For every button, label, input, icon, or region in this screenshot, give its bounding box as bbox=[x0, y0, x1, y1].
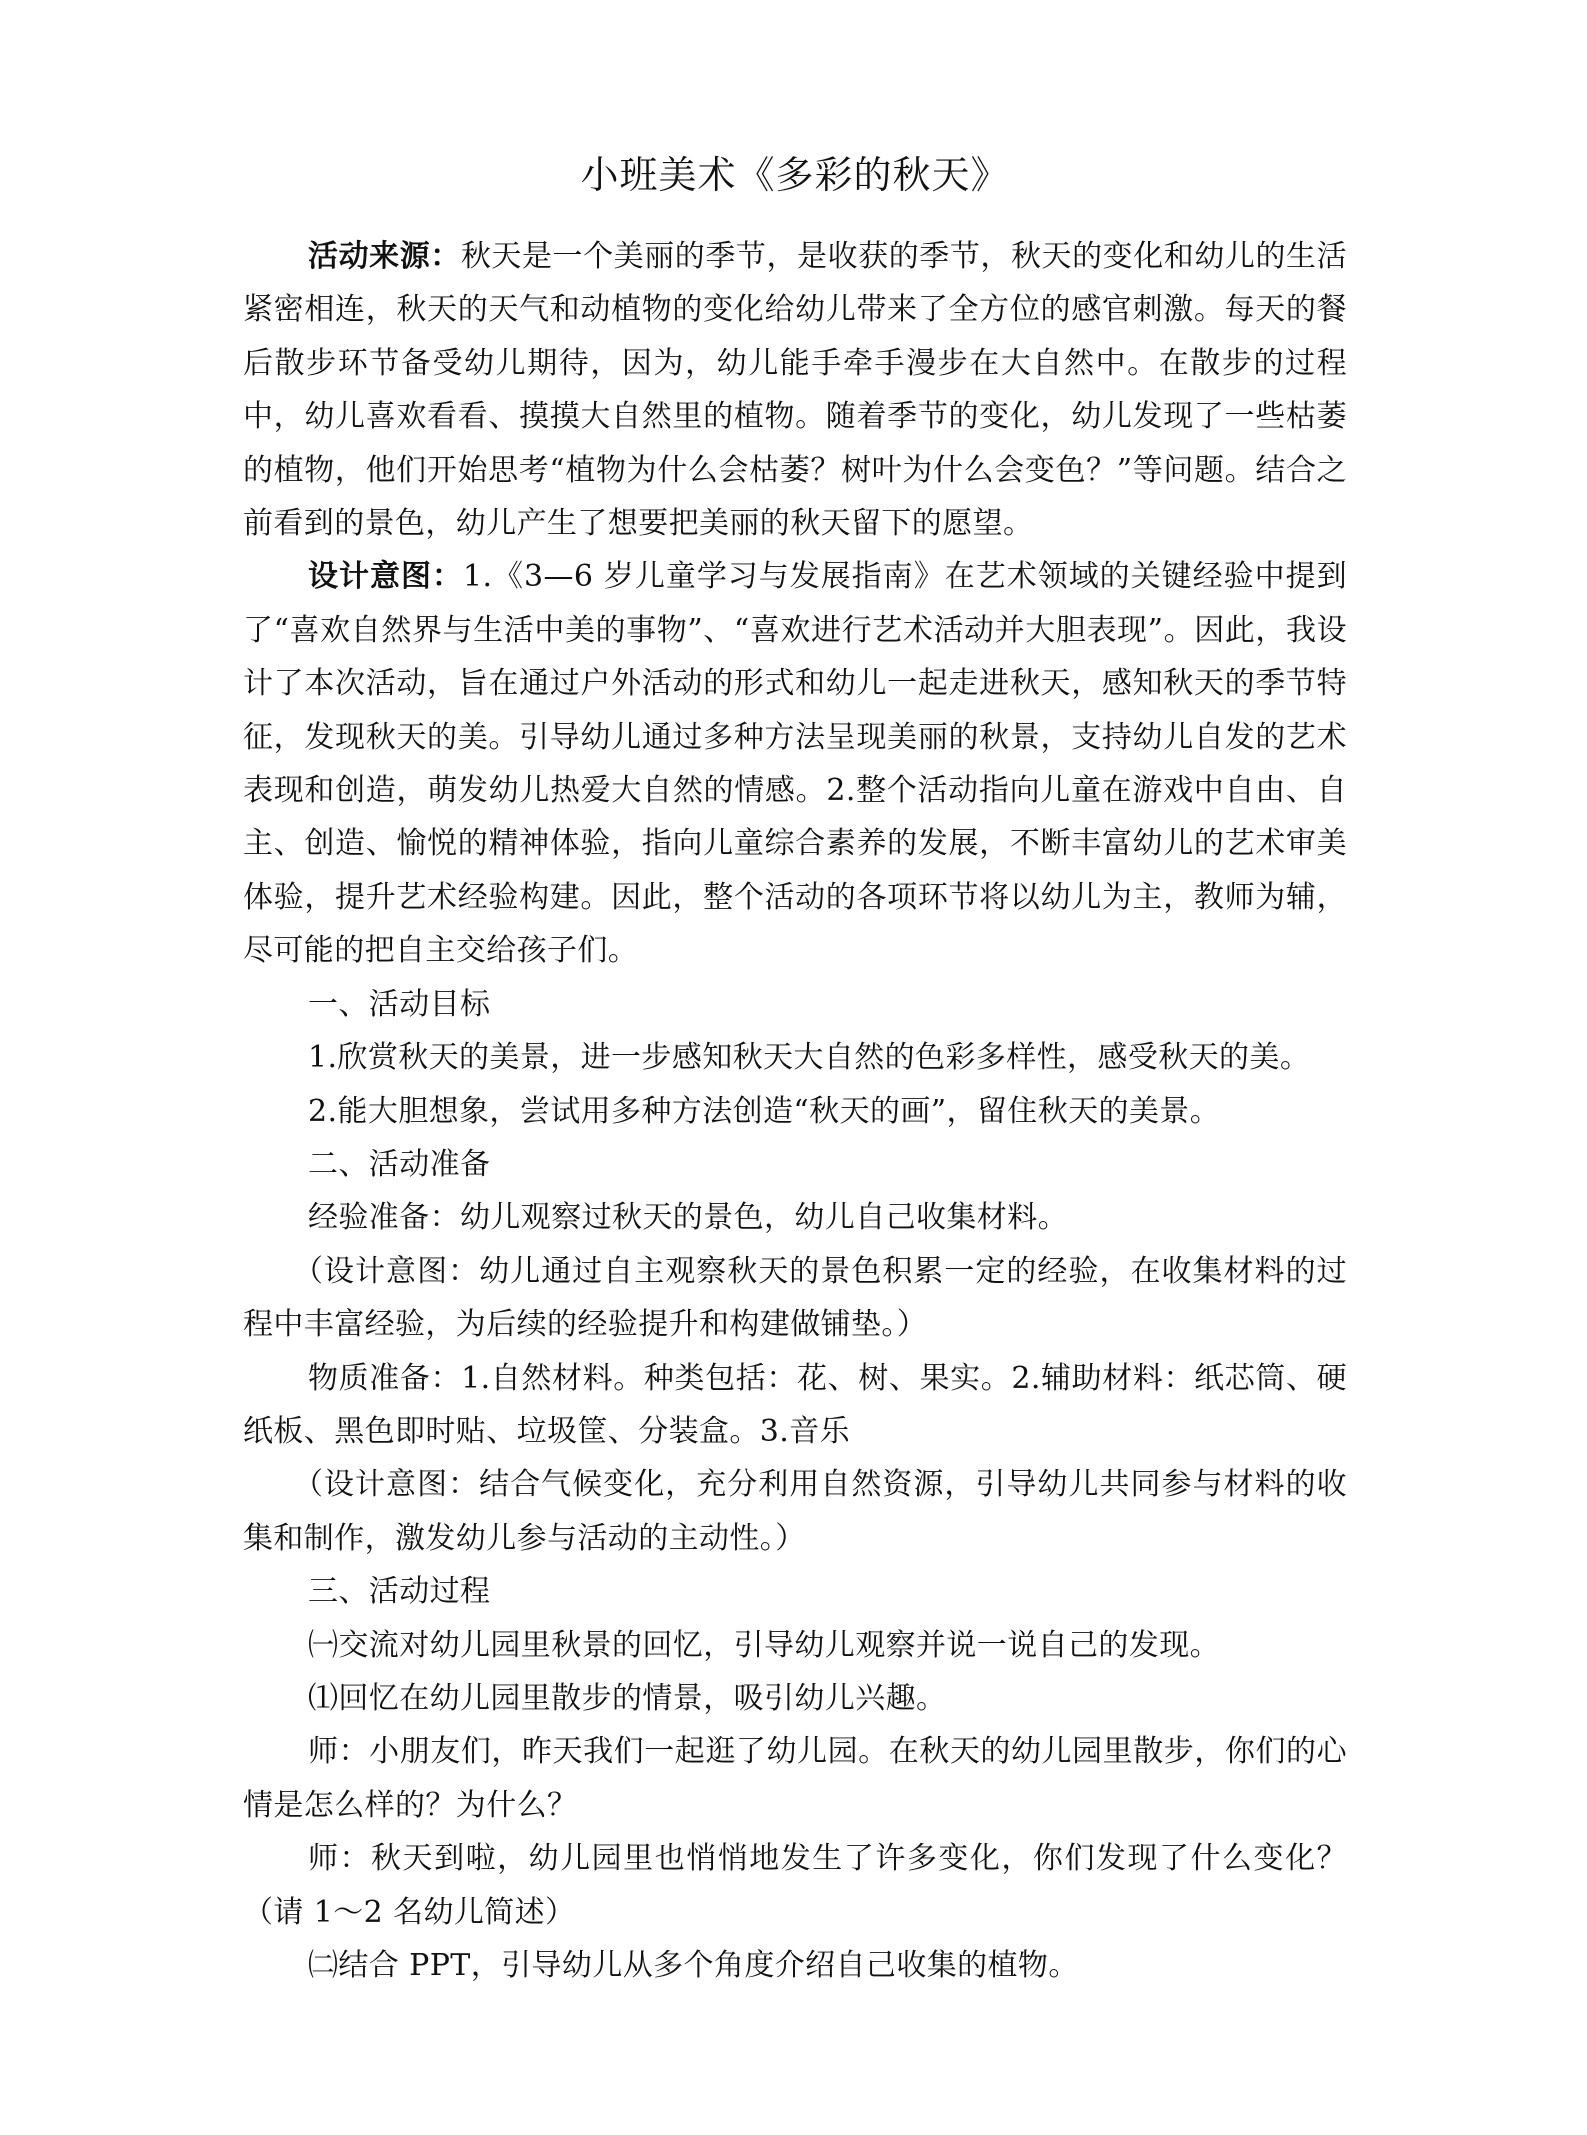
experience-design-note: （设计意图：幼儿通过自主观察秋天的景色积累一定的经验，在收集材料的过程中丰富经验，为后续的经验提升和构建做铺垫。） bbox=[243, 1253, 1347, 1343]
section-heading-preparation: 二、活动准备 bbox=[308, 1146, 491, 1182]
material-design-note: （设计意图：结合气候变化，充分利用自然资源，引导幼儿共同参与材料的收集和制作，激发幼儿参与活动的主动性。） bbox=[243, 1467, 1347, 1556]
design-intent-label: 设计意图： bbox=[308, 559, 463, 595]
document-page bbox=[243, 150, 1347, 1992]
activity-source-paragraph bbox=[243, 230, 1347, 550]
design-intent-paragraph bbox=[243, 550, 1347, 977]
activity-source-label: 活动来源： bbox=[308, 239, 461, 274]
teacher-question-2 bbox=[243, 1832, 1347, 1939]
section-heading-process: 三、活动过程 bbox=[308, 1574, 491, 1610]
process-step-1-sub: ⑴回忆在幼儿园里散步的情景，吸引幼儿兴趣。 bbox=[308, 1680, 947, 1716]
document-title: 小班美术《多彩的秋天》 bbox=[580, 153, 1010, 197]
goal-item: 1.欣赏秋天的美景，进一步感知秋天大自然的色彩多样性，感受秋天的美。 bbox=[308, 1040, 1311, 1076]
teacher-question-2-text: 师：秋天到啦，幼儿园里也悄悄地发生了许多变化，你们发现了什么变化？ bbox=[308, 1841, 1347, 1877]
section-heading-goals: 一、活动目标 bbox=[308, 986, 491, 1022]
experience-preparation: 经验准备：幼儿观察过秋天的景色，幼儿自己收集材料。 bbox=[308, 1200, 1068, 1236]
teacher-question-1: 师：小朋友们，昨天我们一起逛了幼儿园。在秋天的幼儿园里散步，你们的心情是怎么样的？为什么？ bbox=[243, 1734, 1347, 1823]
activity-source-text: 秋天是一个美丽的季节，是收获的季节，秋天的变化和幼儿的生活紧密相连，秋天的天气和动植物的变化给幼儿带来了全方位的感官刺激。每天的餐后散步环节备受幼儿期待，因为，幼儿能手牵手漫步在大自然中。在散步的过程中，幼儿喜欢看看、摸摸大自然里的植物。随着季节的变化，幼儿发现了一些枯萎的植物，他们开始思考“植物为什么会枯萎？树叶为什么会变色？”等问题。结合之前看到的景色，幼儿产生了想要把美丽的秋天留下的愿望。 bbox=[243, 239, 1348, 542]
design-intent-text: 1.《3—6 岁儿童学习与发展指南》在艺术领域的关键经验中提到了“喜欢自然界与生活中美的事物”、“喜欢进行艺术活动并大胆表现”。因此，我设计了本次活动，旨在通过户外活动的形式和幼儿一起走进秋天，感知秋天的季节特征，发现秋天的美。引导幼儿通过多种方法呈现美丽的秋景，支持幼儿自发的艺术表现和创造，萌发幼儿热爱大自然的情感。2.整个活动指向儿童在游戏中自由、自主、创造、愉悦的精神体验，指向儿童综合素养的发展，不断丰富幼儿的艺术审美体验，提升艺术经验构建。因此，整个活动的各项环节将以幼儿为主，教师为辅，尽可能的把自主交给孩子们。 bbox=[243, 559, 1348, 969]
process-step-1: ㈠交流对幼儿园里秋景的回忆，引导幼儿观察并说一说自己的发现。 bbox=[308, 1627, 1220, 1663]
goal-item: 2.能大胆想象，尝试用多种方法创造“秋天的画”，留住秋天的美景。 bbox=[308, 1093, 1221, 1129]
teacher-question-2-note: （请 1～2 名幼儿简述） bbox=[243, 1894, 576, 1930]
process-step-2: ㈡结合 PPT，引导幼儿从多个角度介绍自己收集的植物。 bbox=[308, 1948, 1079, 1983]
material-preparation: 物质准备：1.自然材料。种类包括：花、树、果实。2.辅助材料：纸芯筒、硬纸板、黑色即时贴、垃圾筐、分装盒。3.音乐 bbox=[243, 1360, 1347, 1449]
